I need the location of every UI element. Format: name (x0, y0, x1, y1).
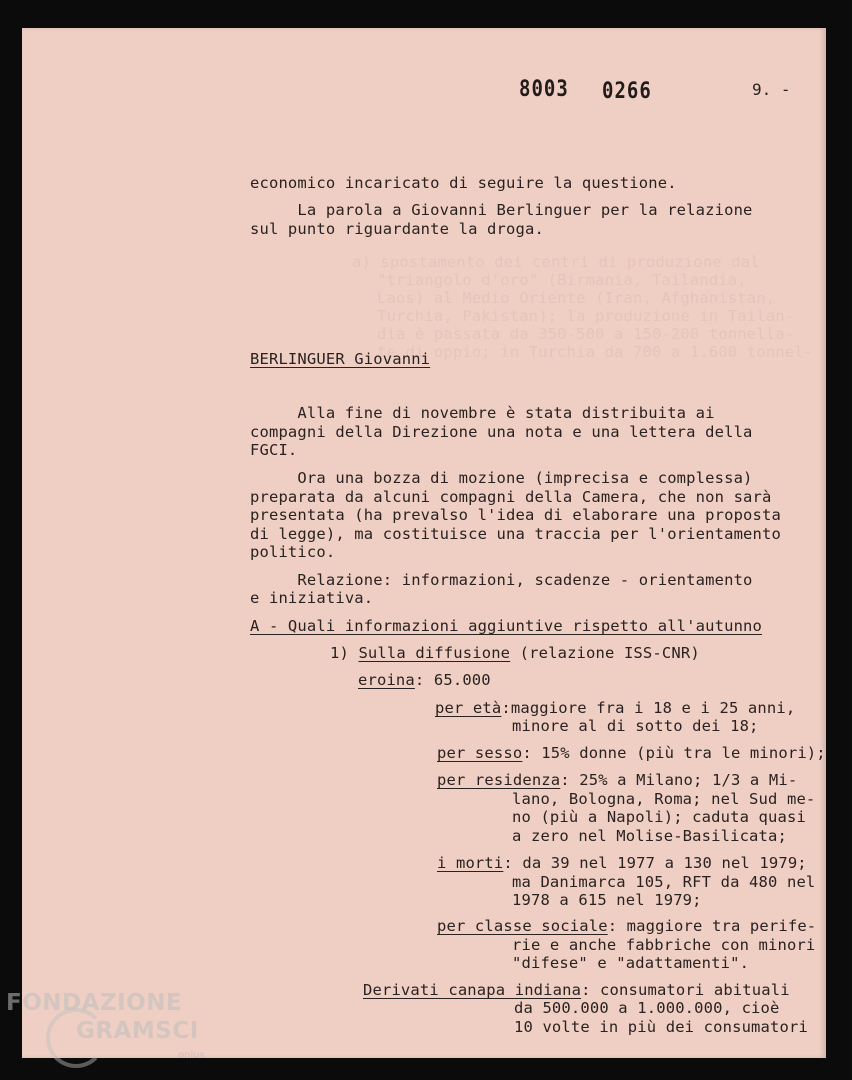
text-line: di legge), ma costituisce una traccia per l'orientamento (250, 525, 781, 543)
fondazione-gramsci-watermark (6, 990, 211, 1070)
text-line: Ora una bozza di mozione (imprecisa e complessa) (250, 469, 753, 487)
morti-line (437, 854, 807, 872)
bleed-line: dia è passata da 350-500 a 150-200 tonnella- (377, 325, 795, 343)
text-line: preparata da alcuni compagni della Camera, che non sarà (250, 488, 772, 506)
text-line: 1978 a 615 nel 1979; (512, 891, 702, 909)
text-line: sul punto riguardante la droga. (250, 220, 544, 238)
page-number: 9. - (752, 80, 791, 99)
text-line: 10 volte in più dei consumatori (514, 1018, 808, 1036)
morti-value: : da 39 nel 1977 a 130 nel 1979; (503, 854, 807, 872)
canapa-line (363, 981, 790, 999)
document-page (22, 28, 826, 1058)
eta-value: :maggiore fra i 18 e i 25 anni, (501, 699, 796, 717)
text-line: no (più a Napoli); caduta quasi (512, 808, 806, 826)
text-line: rie e anche fabbriche con minori (512, 936, 816, 954)
eta-line (435, 699, 795, 717)
sesso-line (437, 744, 826, 762)
watermark-line-2: GRAMSCI (76, 1018, 199, 1044)
section-heading-a: A - Quali informazioni aggiuntive rispetto all'autunno (250, 617, 763, 635)
eroina-value: : 65.000 (414, 671, 491, 689)
text-line: a zero nel Molise-Basilicata; (512, 827, 787, 845)
canapa-label: Derivati canapa indiana (363, 981, 582, 999)
residenza-label: per residenza (437, 771, 561, 789)
watermark-line-1: FONDAZIONE (6, 990, 183, 1016)
list-item-1 (330, 644, 700, 662)
residenza-line (437, 771, 797, 789)
classe-label: per classe sociale (437, 917, 608, 935)
eroina-line (358, 671, 491, 689)
watermark-line-3: onlus (178, 1050, 205, 1061)
item-title: Sulla diffusione (358, 644, 511, 662)
text-line: Alla fine di novembre è stata distribuita ai (250, 404, 715, 422)
text-line: ma Danimarca 105, RFT da 480 nel (512, 873, 816, 891)
classe-line (437, 917, 816, 935)
bleed-line: Turchia, Pakistan); la produzione in Tailan- (377, 307, 795, 325)
text-line: compagni della Direzione una nota e una lettera della (250, 423, 753, 441)
classe-value: : maggiore tra perife- (607, 917, 817, 935)
archive-stamp-a: 8003 (519, 76, 569, 102)
speaker-heading: BERLINGUER Giovanni (250, 350, 431, 368)
text-line: e iniziativa. (250, 589, 374, 607)
item-note: (relazione ISS-CNR) (510, 644, 700, 662)
eroina-label: eroina (358, 671, 415, 689)
text-line: "difese" e "adattamenti". (512, 954, 750, 972)
item-number: 1) (330, 644, 359, 662)
text-line: minore al di sotto dei 18; (512, 717, 759, 735)
text-line: La parola a Giovanni Berlinguer per la relazione (250, 201, 753, 219)
residenza-value: : 25% a Milano; 1/3 a Mi- (560, 771, 798, 789)
text-line: lano, Bologna, Roma; nel Sud me- (512, 790, 816, 808)
bleed-line: "triangolo d'oro" (Birmania, Tailandia, (377, 271, 747, 289)
text-line: Relazione: informazioni, scadenze - orientamento (250, 571, 753, 589)
text-line: economico incaricato di seguire la questione. (250, 174, 677, 192)
canapa-value: : consumatori abituali (581, 981, 790, 999)
morti-label: i morti (437, 854, 504, 872)
text-line: da 500.000 a 1.000.000, cioè (514, 999, 780, 1017)
sesso-label: per sesso (437, 744, 523, 762)
text-line: politico. (250, 543, 336, 561)
eta-label: per età (435, 699, 502, 717)
bleed-line: a) spostamento dei centri di produzione dal (352, 253, 760, 271)
text-line: presentata (ha prevalso l'idea di elaborare una proposta (250, 506, 781, 524)
bleed-line: te di oppio; in Turchia da 700 a 1.600 tonnel- (377, 343, 814, 361)
sesso-value: : 15% donne (più tra le minori); (522, 744, 826, 762)
bleed-line: Laos) al Medio Oriente (Iran, Afghanistan, (377, 289, 776, 307)
archive-stamp-b: 0266 (602, 78, 652, 104)
text-line: FGCI. (250, 441, 298, 459)
